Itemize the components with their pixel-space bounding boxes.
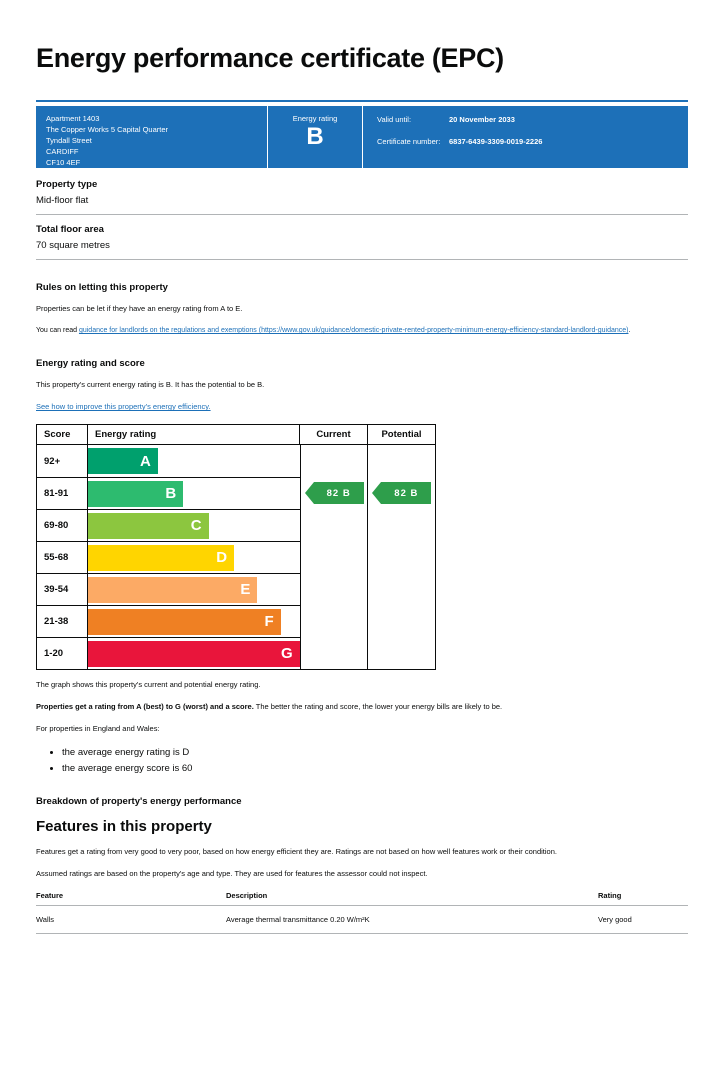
epc-band-a <box>37 445 300 477</box>
energy-rating-label: Energy rating <box>292 114 338 124</box>
column-header-current: Current <box>299 425 367 444</box>
column-header-potential: Potential <box>367 425 435 444</box>
address-line-1: Apartment 1403 <box>46 114 100 124</box>
england-wales-line: For properties in England and Wales: <box>36 723 160 733</box>
band-score-a: 92+ <box>44 455 61 467</box>
energy-rating-heading: Energy rating and score <box>36 358 145 370</box>
cell-description: Average thermal transmittance 0.20 W/m²K <box>226 914 370 924</box>
breakdown-heading: Breakdown of property's energy performance <box>36 796 242 808</box>
band-score-g: 1-20 <box>44 648 64 660</box>
cell-feature: Walls <box>36 914 55 924</box>
epc-rating-graph <box>36 424 436 670</box>
energy-rating-value: B <box>306 123 324 151</box>
floor-area-label: Total floor area <box>36 224 104 236</box>
column-header-energy-rating: Energy rating <box>87 425 299 444</box>
band-bar-d: D <box>88 545 234 571</box>
features-intro-1: Features get a rating from very good to very poor, based on how energy efficient they are. Ratings are not based on how well features work or their condition. <box>36 847 557 857</box>
features-intro-2: Assumed ratings are based on the property's age and type. They are used for features the assessor could not inspect. <box>36 869 428 879</box>
header-description: Description <box>226 890 268 900</box>
band-bar-wrap-a <box>87 445 300 477</box>
fact-property-type <box>36 168 688 214</box>
floor-area-value: 70 square metres <box>36 240 110 252</box>
epc-band-d <box>37 541 300 573</box>
epc-band-f <box>37 605 300 637</box>
epc-band-e <box>37 573 300 605</box>
epc-graph-header <box>37 425 435 445</box>
fact-divider-2 <box>36 259 688 260</box>
column-header-score: Score <box>44 429 71 441</box>
valid-until-label: Valid until: <box>377 115 412 125</box>
certificate-number-value: 6837-6439-3309-0019-2226 <box>449 136 543 146</box>
address-line-5: CF10 4EF <box>46 157 81 167</box>
band-bar-b: B <box>88 481 183 507</box>
property-type-value: Mid-floor flat <box>36 195 89 207</box>
address-line-4: CARDIFF <box>46 147 79 157</box>
band-bar-wrap-f <box>87 606 300 637</box>
features-table-header <box>36 891 688 906</box>
property-type-label: Property type <box>36 179 98 191</box>
certificate-details <box>363 106 688 168</box>
average-score-item: • the average energy score is 60 <box>62 762 688 777</box>
band-bar-wrap-e <box>87 574 300 605</box>
band-bar-wrap-b <box>87 478 300 509</box>
rules-guidance-paragraph <box>36 326 688 336</box>
cell-rating: Very good <box>598 914 632 924</box>
valid-until-row <box>377 115 678 126</box>
band-bar-wrap-g <box>87 638 300 669</box>
band-score-c: 69-80 <box>44 520 69 532</box>
header-rating: Rating <box>598 890 622 900</box>
rating-scale-strong: Properties get a rating from A (best) to G (worst) and a score. <box>36 702 254 712</box>
energy-rating-summary <box>268 106 363 168</box>
band-bar-a: A <box>88 448 158 474</box>
graph-caption: The graph shows this property's current and potential energy rating. <box>36 680 261 690</box>
rules-heading: Rules on letting this property <box>36 282 168 294</box>
address-line-3: Tyndall Street <box>46 136 92 146</box>
page-title: Energy performance certificate (EPC) <box>36 43 504 73</box>
property-address <box>36 106 268 168</box>
improve-efficiency-link[interactable]: See how to improve this property's energy efficiency. <box>36 402 211 412</box>
features-table <box>36 891 688 934</box>
band-score-e: 39-54 <box>44 584 69 596</box>
band-bar-g: G <box>88 641 300 667</box>
document-page <box>0 42 724 934</box>
band-bar-c: C <box>88 513 209 539</box>
table-row <box>36 906 688 934</box>
band-bar-wrap-c <box>87 510 300 541</box>
band-score-b: 81-91 <box>44 488 69 500</box>
rating-scale-rest: The better the rating and score, the lower your energy bills are likely to be. <box>253 702 503 712</box>
epc-band-b <box>37 477 300 509</box>
guidance-suffix: . <box>628 327 631 335</box>
features-heading: Features in this property <box>36 818 212 836</box>
improve-efficiency-paragraph <box>36 402 688 413</box>
rating-scale-note <box>36 702 688 713</box>
band-score-f: 21-38 <box>44 616 69 628</box>
title-divider <box>36 100 688 102</box>
energy-rating-paragraph: This property's current energy rating is B. It has the potential to be B. <box>36 380 265 390</box>
current-marker-holder <box>305 482 364 504</box>
potential-marker-holder <box>372 482 431 504</box>
certificate-number-label: Certificate number: <box>377 136 441 146</box>
header-feature: Feature <box>36 890 64 900</box>
band-bar-f: F <box>88 609 281 635</box>
epc-band-g <box>37 637 300 669</box>
fact-floor-area <box>36 215 688 259</box>
epc-current-column <box>300 445 368 669</box>
epc-bands <box>37 445 300 669</box>
epc-graph-body <box>37 445 435 669</box>
average-list <box>36 746 688 776</box>
band-score-d: 55-68 <box>44 552 69 564</box>
valid-until-value: 20 November 2033 <box>449 115 515 125</box>
average-rating-item: • the average energy rating is D <box>62 746 688 761</box>
summary-banner <box>36 106 688 168</box>
band-bar-wrap-d <box>87 542 300 573</box>
certificate-number-row <box>377 137 678 148</box>
band-bar-e: E <box>88 577 257 603</box>
epc-potential-column <box>367 445 435 669</box>
landlord-guidance-link[interactable]: guidance for landlords on the regulations and exemptions (https://www.gov.uk/guidance/domestic-private-rented-property-minimum-energy-efficiency-standard-landlord-guidance) <box>78 327 629 335</box>
epc-band-c <box>37 509 300 541</box>
address-line-2: The Copper Works 5 Capital Quarter <box>46 125 168 135</box>
potential-rating-marker: 82 B <box>381 482 431 504</box>
guidance-prefix: You can read <box>36 327 79 335</box>
rules-paragraph: Properties can be let if they have an energy rating from A to E. <box>36 304 243 314</box>
current-rating-marker: 82 B <box>314 482 364 504</box>
